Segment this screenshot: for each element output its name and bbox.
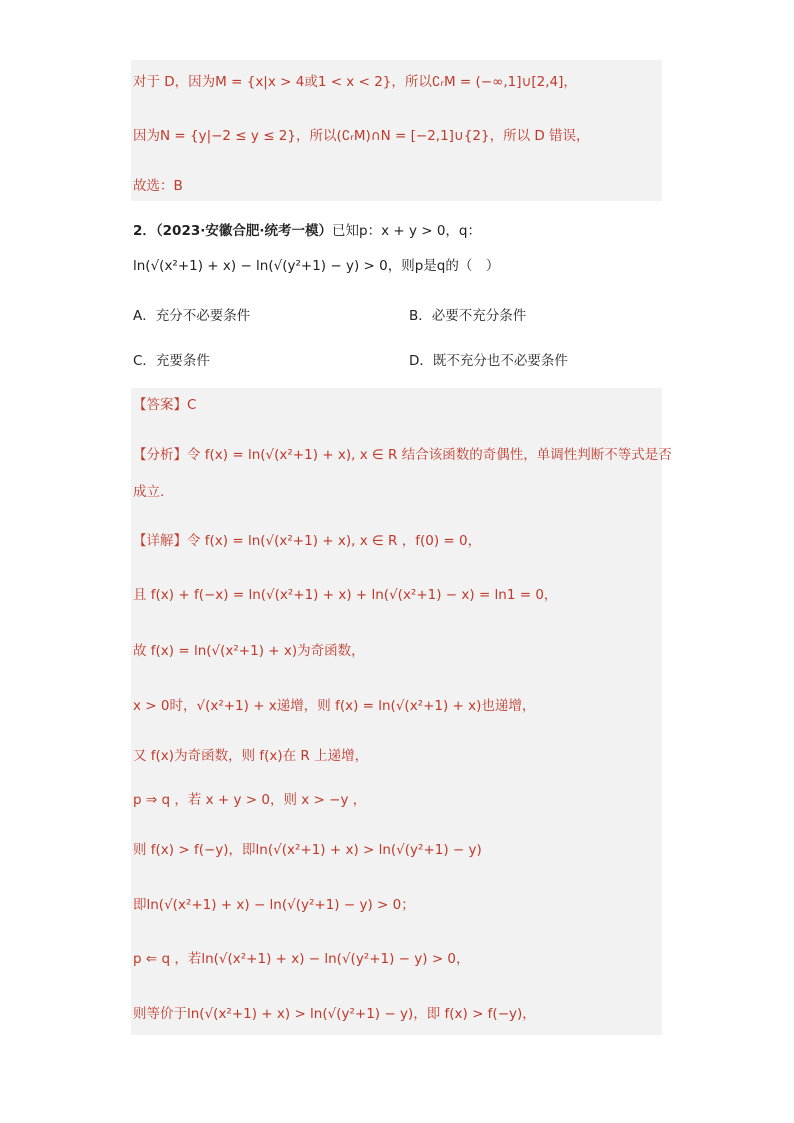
- option-c: C．充要条件: [133, 353, 210, 369]
- analysis-line-2: 成立.: [133, 484, 165, 500]
- detail-line-3: 故 f(x) = ln(√(x²+1) + x)为奇函数，: [133, 643, 365, 659]
- detail-line-10: 则等价于ln(√(x²+1) + x) > ln(√(y²+1) − y)，即 f(x) > f(−y)，: [133, 1006, 536, 1022]
- question-number: 2．: [133, 223, 156, 239]
- solution-line-3: 故选：B: [133, 178, 183, 194]
- option-a: A．充分不必要条件: [133, 308, 251, 324]
- question-source: （2023·安徽合肥·统考一模）: [155, 223, 332, 239]
- solution-line-1: 对于 D，因为M = {x|x > 4或1 < x < 2}，所以∁ᵣM = (−∞,1]∪[2,4]，: [133, 74, 577, 90]
- analysis-line-1: 【分析】令 f(x) = ln(√(x²+1) + x), x ∈ R 结合该函数的奇偶性，单调性判断不等式是否: [133, 447, 672, 463]
- option-d: D．既不充分也不必要条件: [409, 353, 568, 369]
- detail-line-4: x > 0时，√(x²+1) + x递增，则 f(x) = ln(√(x²+1) + x)也递增，: [133, 698, 536, 714]
- detail-line-2: 且 f(x) + f(−x) = ln(√(x²+1) + x) + ln(√(x²+1) − x) = ln1 = 0，: [133, 587, 558, 603]
- detail-line-5: 又 f(x)为奇函数，则 f(x)在 R 上递增，: [133, 748, 369, 764]
- detail-line-8: 即ln(√(x²+1) + x) − ln(√(y²+1) − y) > 0；: [133, 897, 415, 913]
- detail-line-1: 【详解】令 f(x) = ln(√(x²+1) + x), x ∈ R ，f(0) = 0，: [133, 533, 482, 549]
- question-stem-1: 已知p：x + y > 0，q：: [332, 223, 481, 239]
- answer-line: 【答案】C: [133, 397, 197, 413]
- question-stem-2: ln(√(x²+1) + x) − ln(√(y²+1) − y) > 0，则p是q的（ ）: [133, 258, 500, 274]
- solution-line-2: 因为N = {y|−2 ≤ y ≤ 2}，所以(∁ᵣM)∩N = [−2,1]∪{2}，所以 D 错误，: [133, 128, 590, 144]
- option-b: B．必要不充分条件: [409, 308, 527, 324]
- detail-line-6: p ⇒ q ，若 x + y > 0，则 x > −y ，: [133, 792, 367, 808]
- question-header: [133, 221, 481, 241]
- detail-line-7: 则 f(x) > f(−y)，即ln(√(x²+1) + x) > ln(√(y²+1) − y): [133, 842, 482, 858]
- detail-line-9: p ⇐ q ，若ln(√(x²+1) + x) − ln(√(y²+1) − y) > 0，: [133, 951, 470, 967]
